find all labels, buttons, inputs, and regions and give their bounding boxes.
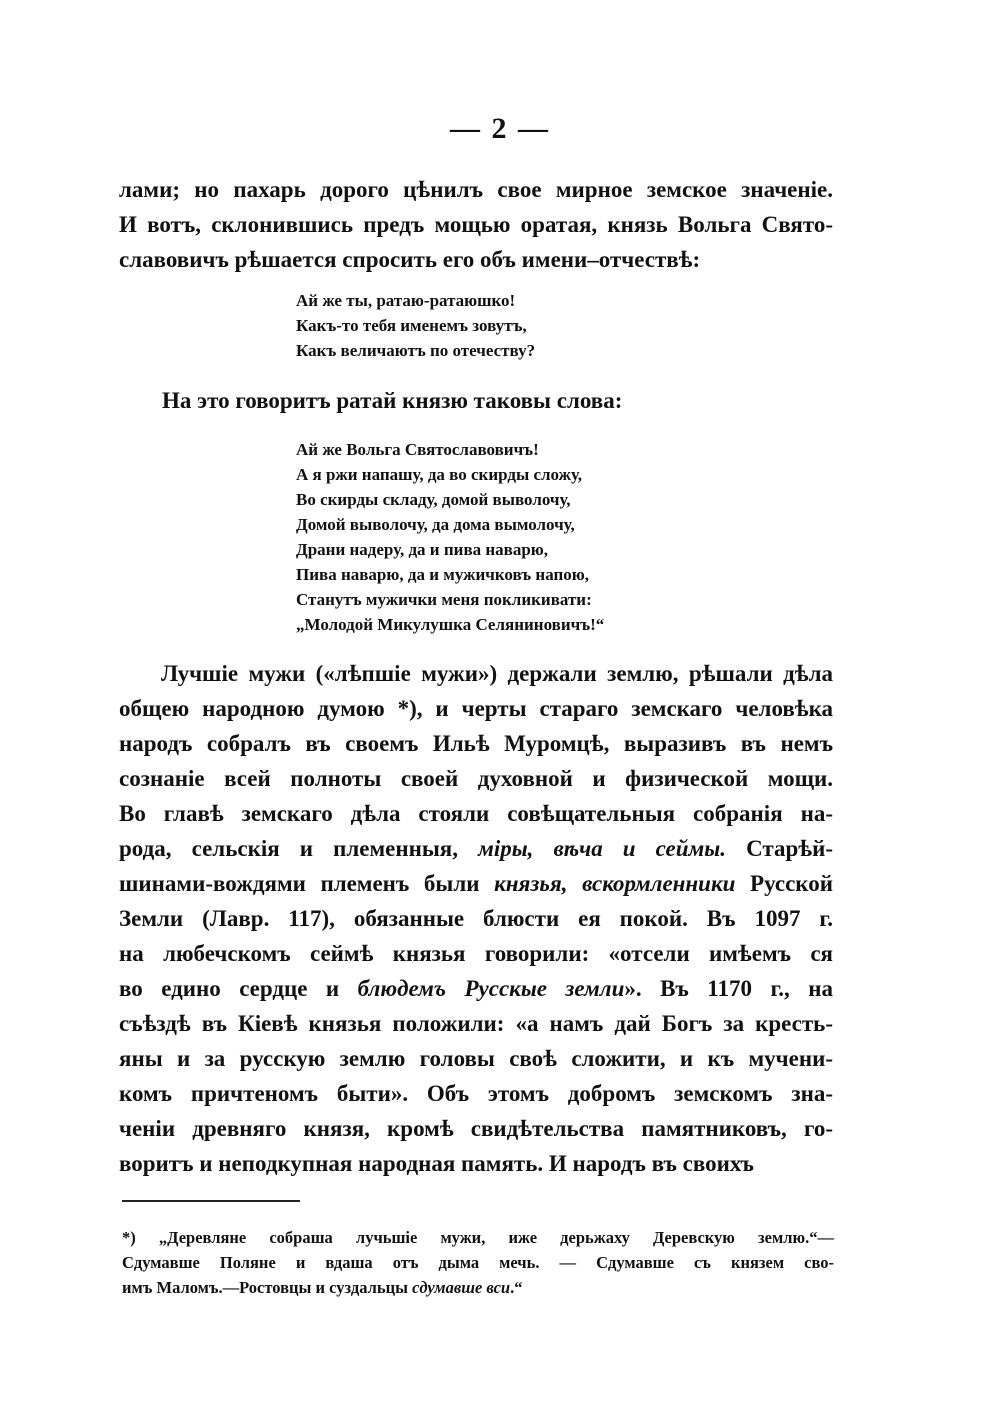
italic-run: блюдемъ Русскые земли bbox=[357, 976, 625, 1001]
text-line bbox=[119, 866, 833, 901]
footnote-line: *) „Деревляне собраша лучьшіе мужи, иже дерьжаху Деревскую землю.“— bbox=[122, 1228, 834, 1247]
text-run: во едино сердце и bbox=[119, 976, 358, 1001]
text-run: рода, сельскія и племенныя, bbox=[119, 836, 479, 861]
text-run: шинами-вождями племенъ были bbox=[119, 871, 495, 896]
text-line: Лучшіе мужи («лѣпшіе мужи») держали землю, рѣшали дѣла bbox=[161, 661, 833, 686]
verse-1 bbox=[296, 288, 535, 363]
text-line bbox=[119, 831, 833, 866]
text-line: воритъ и неподкупная народная память. И народъ въ своихъ bbox=[119, 1151, 754, 1176]
footnote bbox=[122, 1225, 834, 1300]
text-run: Русской bbox=[735, 871, 833, 896]
text-run: .“ bbox=[510, 1278, 523, 1297]
verse-line: Какъ-то тебя именемъ зовутъ, bbox=[296, 316, 527, 335]
text-line: общею народною думою *), и черты стараго земскаго человѣка bbox=[119, 696, 833, 721]
paragraph-2 bbox=[119, 656, 833, 1181]
footnote-divider bbox=[122, 1200, 300, 1202]
text-run: ». Въ 1170 г., на bbox=[624, 976, 833, 1001]
text-line: на любечскомъ сеймѣ князья говорили: «отсели имѣемъ ся bbox=[119, 941, 833, 966]
verse-line: „Молодой Микулушка Селяниновичъ!“ bbox=[296, 615, 605, 634]
transition-line: На это говоритъ ратай князю таковы слова: bbox=[162, 388, 623, 413]
text-line: ченіи древняго князя, кромѣ свидѣтельства памятниковъ, го- bbox=[119, 1116, 833, 1141]
page-number-header: — 2 — bbox=[450, 112, 550, 145]
text-line: Во главѣ земскаго дѣла стояли совѣщательныя собранія на- bbox=[119, 801, 833, 826]
text-line: И вотъ, склонившись предъ мощью оратая, князь Вольга Свято- bbox=[119, 212, 833, 237]
verse-line: Ай же Вольга Святославовичъ! bbox=[296, 440, 539, 459]
text-line: лами; но пахарь дорого цѣнилъ свое мирное земское значеніе. bbox=[119, 177, 833, 202]
text-line: комъ причтеномъ быти». Объ этомъ добромъ земскомъ зна- bbox=[119, 1081, 833, 1106]
verse-line: Домой выволочу, да дома вымолочу, bbox=[296, 515, 575, 534]
verse-line: Во скирды складу, домой выволочу, bbox=[296, 490, 571, 509]
italic-run: князья, вскормленники bbox=[494, 871, 736, 896]
verse-line: Станутъ мужички меня покликивати: bbox=[296, 590, 592, 609]
text-line: яны и за русскую землю головы своѣ сложити, и къ мучени- bbox=[119, 1046, 833, 1071]
verse-line: Пива наварю, да и мужичковъ напою, bbox=[296, 565, 590, 584]
verse-2 bbox=[296, 437, 604, 637]
footnote-line: Сдумавше Поляне и вдаша отъ дыма мечь. — Сдумавше съ князем сво- bbox=[122, 1253, 834, 1272]
verse-line: Какъ величаютъ по отечеству? bbox=[296, 341, 536, 360]
text-line: народъ собралъ въ своемъ Ильѣ Муромцѣ, выразивъ въ немъ bbox=[119, 731, 833, 756]
italic-run: міры, вѣча и сеймы. bbox=[478, 836, 727, 861]
text-run: Старѣй- bbox=[726, 836, 834, 861]
text-line: сознаніе всей полноты своей духовной и физической мощи. bbox=[119, 766, 833, 791]
text-line: съѣздѣ въ Кіевѣ князья положили: «а намъ дай Богъ за кресть- bbox=[119, 1011, 833, 1036]
italic-run: сдумавше вси bbox=[412, 1278, 511, 1297]
text-line: славовичъ рѣшается спросить его объ имени–отчествѣ: bbox=[119, 247, 701, 272]
verse-line: Ай же ты, ратаю-ратаюшко! bbox=[296, 291, 516, 310]
verse-line: А я ржи напашу, да во скирды сложу, bbox=[296, 465, 583, 484]
footnote-line bbox=[122, 1275, 834, 1300]
text-run: имъ Маломъ.—Ростовцы и суздальцы bbox=[122, 1278, 413, 1297]
paragraph-1 bbox=[119, 172, 833, 277]
text-line: Земли (Лавр. 117), обязанные блюсти ея покой. Въ 1097 г. bbox=[119, 906, 833, 931]
verse-line: Драни надеру, да и пива наварю, bbox=[296, 540, 549, 559]
text-line bbox=[119, 971, 833, 1006]
